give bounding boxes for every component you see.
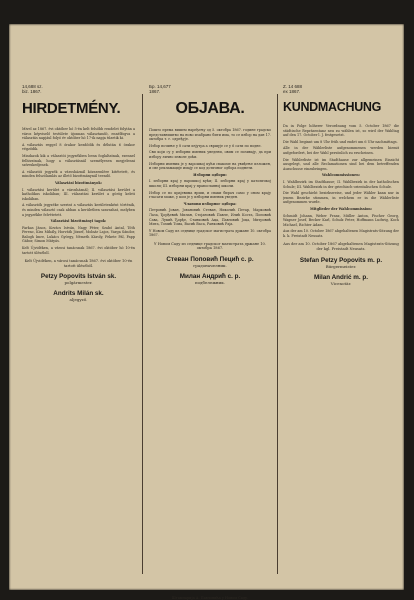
sr-section-heading: Изборни одбори: [193,172,227,177]
de-paragraph: I. Wahlbezirk im Stadthause; II. Wahlbezirk in der katholischen Schule; III. Wahlbezirk in der griechisch-orientalischen Schule. [283,179,399,189]
hu-section-heading: Választási bizottmányok: [54,180,103,185]
hu-paragraph: Farkas János, Kovács István, Nagy Péter, Szabó Antal, Tóth Ferenc, Kiss Mihály, Horváth József, Molnár Lajos, Varga Sándor, Balogh Imre, Lukács György, Németh Károly, Fekete Pál, Papp Gábor, Simon Mátyás. [22,225,135,244]
hu-title: HIRDETMÉNY. [22,100,121,117]
de-reference-number: Z. 14 688 [283,84,303,89]
sr-paragraph: Петровић Јован, Јовановић Стеван, Николић Петар, Марковић Лаза, Ђорђевић Милан, Стојановић Павле, Илић Коста, Поповић Сава, Лукић Ђорђе, Станковић Аца, Павловић Јоца, Митровић Мита, Томић Тома, Васић Васа, Ранковић Раја. [149,208,271,227]
sr-paragraph: Сви који су у изборни именик уведени, овим се позивају, да при избору лично изволе доћи. [149,150,271,159]
hu-signature-mayor-role: polgármester. [64,280,93,286]
de-signature-notary-role: Vicenotär. [330,280,352,286]
hu-signature-mayor: Petzy Popovits István sk. [40,273,117,281]
hu-paragraph: A választás reggel 8 órakor kezdődik és délután 6 órakor végződik. [22,142,135,152]
poster-sheet [9,24,404,600]
column-divider [277,94,278,574]
sr-reference-year: 1867. [149,89,161,94]
sr-reference-number: Бр. 14,677 [149,84,171,89]
de-paragraph: Die Wahl beginnt um 8 Uhr früh und endet um 6 Uhr nachmittags. [283,139,398,144]
de-paragraph: Die Wählerliste ist im Stadthause zur allgemeinen Einsicht ausgelegt, und alle Reclamationen sind bei dem betreffenden Ausschusse einzubringen. [283,157,399,171]
sr-signature-mayor-role: градоначелник. [193,263,227,269]
printer-imprint: Штампарија А. Павловића у Новом Саду. [171,596,249,600]
de-paragraph: Die Wahl geschieht bezirksweise, und jeder Wähler kann nur in jenem Bezirke stimmen, in welchem er in die Wählerliste aufgenommen wurde. [283,191,399,205]
hu-paragraph: A választók jegyzéke szerint a választás kerületenként történik, és minden választó csak abban a kerületben szavazhat, melyben a jegyzékbe felvétetett. [22,203,135,217]
de-signature-mayor-role: Bürgermeister. [325,263,357,269]
de-paragraph: Aus der am 10. October 1867 abgehaltenen Magistrats-Sitzung der k. k. Freistadt Neusatz. [283,229,399,238]
de-title: KUNDMACHUNG [283,100,382,114]
de-signature-notary: Milan Andrić m. p. [314,273,368,281]
de-date-line: Aus der am 10. October 1867 abgehaltenen Magistrats-Sitzung der kgl. Freistadt Neusatz. [283,242,399,252]
sr-paragraph: Изборни именик је у варошкој кући свакоме на увиђење изложен, и све рекламације имају се код дотичног одбора поднети. [149,161,271,171]
hu-body [22,127,135,255]
de-section-heading: Wahlcommissionen: [322,173,360,178]
hu-paragraph: I. választási kerület a városháznál; II. választási kerület a katholikus iskolában; III. választási kerület a görög keleti iskolában. [22,187,135,201]
sr-signature-notary: Милан Андрић с. р. [179,273,241,281]
sr-title: ОБЈАВА. [175,100,245,117]
hu-reference-number: 14,688 sz. [22,84,43,89]
serbian-column [149,84,271,584]
sr-paragraph: Избор се по крајевима врши, и сваки бирач само у оном крају гласати може, у ком је у изборни именик уведен. [149,190,271,200]
hu-date-line: Kelt Újvidéken, a városi tanácsnak 1867. évi október 10-én tartott üléséből. [24,259,133,268]
hu-section-heading: Választási bizottmányi tagok: [50,219,107,224]
hu-paragraph: A választói jegyzék a városháznál közszemlére kitétetett, és minden felszólamlás az illető bizottmánynál teendő. [22,169,135,179]
hu-paragraph: Mindazok kik a választói jegyzékben benn foglaltatnak, ezennel felhivatnak, hogy a választásnál személyesen megjelenni szíveskedjenek. [22,153,135,168]
sr-signature-notary-role: подбележник. [194,280,225,286]
de-paragraph: Da in Folge höherer Verordnung vom 5. October 1867 die städtische Repräsentanz neu zu wählen ist, so wird der Wahltag auf den 17. October l. J. festgesetzt. [283,124,399,138]
hu-reference-year: biz. 1867. [22,89,42,94]
german-column [283,84,399,584]
hu-signature-notary-role: aljegyző. [69,297,88,303]
hu-signature-notary: Andrits Milán sk. [53,290,104,298]
sr-paragraph: Пошто према вишем наређењу од 5. октобра 1867. године градско представништво на ново изабрано бити има, то се избор на дан 17. октобра т. г. одређује. [149,128,271,142]
sr-section-heading: Чланови изборног одбора: [183,201,237,206]
hu-paragraph: Mivel az 1867. évi október hó 5-én kelt felsőbb rendelet folytán a város képviselő testülete újonnan választandó, ennélfogva a választás napjául folyó év október hó 17-ik napja tűzetik ki. [22,127,135,141]
sr-paragraph: У Новом Саду из седнице градског магистрата држане 10. октобра 1867. [149,228,271,238]
sr-date-line: У Новом Саду из седнице градског магистрата држане 10. октобра 1867. [153,241,266,251]
sr-paragraph: Избор почиње у 8 сати изјутра а свршује се у 6 сати по подне. [149,143,262,148]
de-paragraph: Schmidt Johann, Weber Franz, Müller Anton, Fischer Georg, Wagner Josef, Becker Karl, Schulz Peter, Hoffmann Ludwig, Koch Michael, Richter Adam. [283,213,399,227]
sr-body [149,128,271,238]
sr-signature-mayor: Стеван Поповић Пецић с. р. [166,256,254,264]
hu-paragraph: Kelt Újvidéken, a városi tanácsnak 1867. évi október hó 10-én tartott üléséből. [22,246,135,255]
de-signature-mayor: Stefan Petzy Popovits m. p. [299,256,383,264]
de-reference-year: ex 1867. [283,89,301,94]
de-section-heading: Mitglieder der Wahlcommission: [309,206,373,211]
hungarian-column [22,84,135,584]
sr-paragraph: I. изборни крај у варошкој кући; II. изборни крај у католичкој школи; III. изборни крај у православној школи. [149,179,271,188]
de-body [283,124,399,238]
column-divider [142,94,143,574]
de-paragraph: Alle in der Wählerliste aufgenommenen werden hiemit aufgefordert, bei der Wahl persönlich zu erscheinen. [283,146,399,155]
